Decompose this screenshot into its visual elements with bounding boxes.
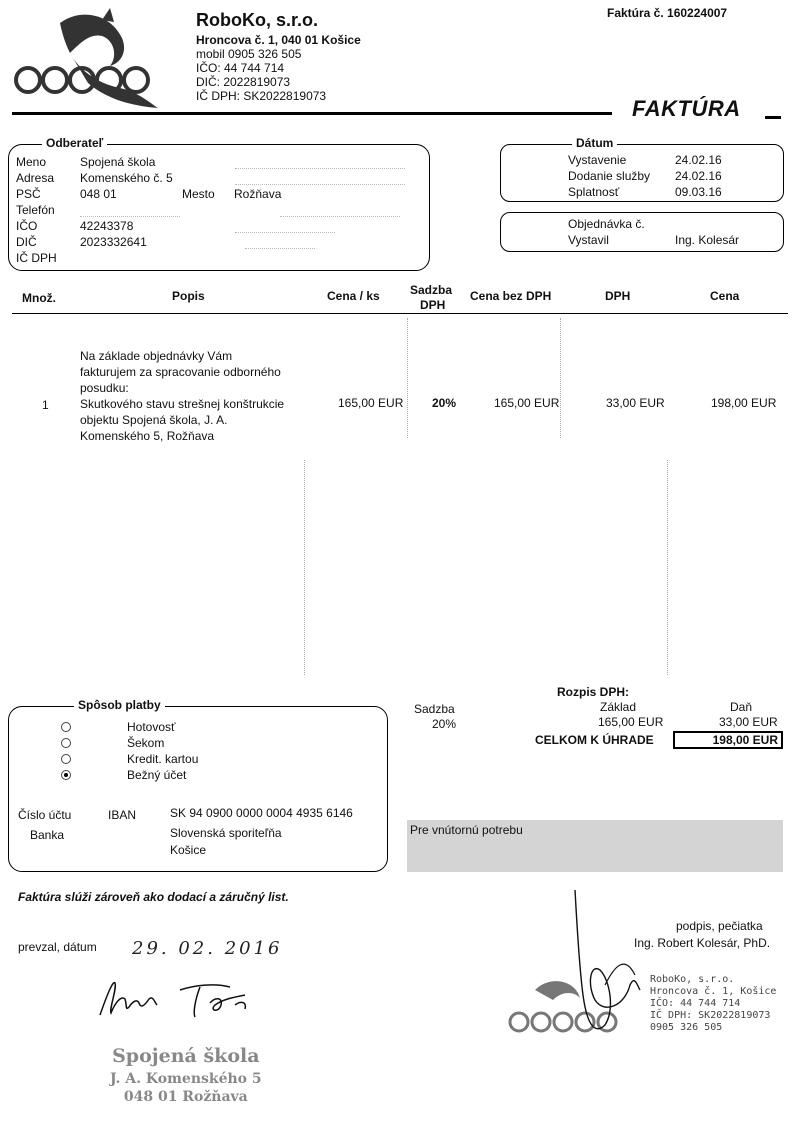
bank-name: Slovenská sporiteľňa	[170, 826, 282, 840]
customer-box	[8, 144, 430, 271]
company-name: RoboKo, s.r.o.	[196, 10, 319, 30]
column-separator	[667, 460, 668, 675]
invoice-note: Faktúra slúži zároveň ako dodací a záručný list.	[18, 890, 289, 904]
telefon-label: Telefón	[16, 203, 55, 217]
dotted-line	[235, 168, 405, 169]
desc-line: objektu Spojená škola, J. A.	[80, 413, 228, 427]
account-label: Číslo účtu	[18, 808, 72, 822]
column-separator	[560, 318, 561, 438]
received-date: 29. 02. 2016	[132, 938, 283, 959]
total-label: CELKOM K ÚHRADE	[535, 733, 654, 747]
payment-legend: Spôsob platby	[74, 698, 165, 712]
icdph-label: IČ DPH	[16, 251, 57, 265]
objednavka-label: Objednávka č.	[568, 217, 645, 231]
header-popis: Popis	[172, 289, 205, 303]
vystavil-name: Ing. Kolesár	[675, 233, 740, 247]
option-sekom: Šekom	[127, 736, 165, 750]
row-vat-rate: 20%	[432, 396, 457, 410]
internal-use-label: Pre vnútornú potrebu	[410, 823, 523, 837]
company-address: Hroncova č. 1, 040 01 Košice	[196, 33, 361, 47]
row-description	[80, 348, 320, 444]
vystavenie-label: Vystavenie	[568, 153, 627, 167]
bank-city: Košice	[170, 843, 207, 857]
table-header-rule	[12, 313, 788, 314]
header-sadzba: Sadzba	[410, 283, 453, 297]
ico-label: IČO	[16, 219, 38, 233]
company-phone: mobil 0905 326 505	[196, 47, 302, 61]
radio-karta[interactable]	[61, 754, 71, 764]
row-total: 198,00 EUR	[711, 396, 777, 410]
stamp-line: 048 01 Rožňava	[123, 1089, 248, 1105]
column-separator	[304, 460, 305, 675]
header-mnoz: Množ.	[22, 291, 56, 305]
header-cena: Cena	[710, 289, 740, 303]
dotted-line	[245, 248, 315, 249]
column-separator	[407, 318, 408, 438]
desc-line: posudku:	[80, 381, 129, 395]
splatnost-date: 09.03.16	[675, 185, 722, 199]
radio-sekom[interactable]	[61, 738, 71, 748]
header-bez-dph: Cena bez DPH	[470, 289, 552, 303]
customer-ico: 42243378	[80, 219, 134, 233]
stamp-line: IČO: 44 744 714	[650, 998, 741, 1009]
stamp-line: J. A. Komenského 5	[110, 1071, 262, 1087]
dotted-line	[280, 216, 400, 217]
internal-use-box	[407, 820, 783, 872]
customer-stamp	[110, 1045, 262, 1105]
company-ico: IČO: 44 744 714	[196, 61, 285, 75]
row-unit-price: 165,00 EUR	[338, 396, 404, 410]
vat-dan-value: 33,00 EUR	[719, 715, 778, 729]
option-karta: Kredit. kartou	[127, 752, 199, 766]
stamp-line: RoboKo, s.r.o.	[650, 974, 735, 985]
header-cena-ks: Cena / ks	[327, 289, 380, 303]
received-label: prevzal, dátum	[18, 940, 97, 954]
dodanie-label: Dodanie služby	[568, 169, 651, 183]
vat-sadzba-label: Sadzba	[414, 702, 455, 716]
vat-dan-label: Daň	[730, 700, 753, 714]
invoice-title: FAKTÚRA	[632, 96, 741, 121]
stamp-line: Hroncova č. 1, Košice	[650, 986, 777, 997]
dodanie-date: 24.02.16	[675, 169, 722, 183]
customer-city: Rožňava	[234, 187, 282, 201]
customer-address: Komenského č. 5	[80, 171, 173, 185]
stamp-line: Spojená škola	[112, 1045, 260, 1067]
vat-zaklad-label: Základ	[600, 700, 637, 714]
row-vat: 33,00 EUR	[606, 396, 665, 410]
mesto-label: Mesto	[182, 187, 215, 201]
vystavenie-date: 24.02.16	[675, 153, 722, 167]
signer-name: Ing. Robert Kolesár, PhD.	[634, 936, 771, 950]
iban-value: SK 94 0900 0000 0004 4935 6146	[170, 806, 353, 820]
customer-dic: 2023332641	[80, 235, 147, 249]
radio-bezny-ucet[interactable]	[61, 770, 71, 780]
vat-sadzba-value: 20%	[432, 717, 457, 731]
vat-zaklad-value: 165,00 EUR	[598, 715, 664, 729]
dotted-line	[235, 184, 405, 185]
desc-line: Na základe objednávky Vám	[80, 349, 233, 363]
customer-legend: Odberateľ	[42, 136, 107, 150]
dotted-line	[80, 216, 180, 217]
desc-line: Skutkového stavu strešnej konštrukcie	[80, 397, 285, 411]
option-hotovost: Hotovosť	[127, 720, 176, 734]
header-rule	[12, 112, 612, 115]
customer-name: Spojená škola	[80, 155, 156, 169]
header-sadzba-dph: DPH	[420, 298, 446, 312]
dic-label: DIČ	[16, 235, 37, 249]
total-amount: 198,00 EUR	[673, 731, 783, 749]
adresa-label: Adresa	[16, 171, 55, 185]
bank-label: Banka	[30, 828, 65, 842]
issuer-signature	[565, 885, 655, 1045]
signature-label: podpis, pečiatka	[676, 919, 763, 933]
stamp-line: 0905 326 505	[650, 1022, 723, 1033]
vystavil-label: Vystavil	[568, 233, 609, 247]
stamp-line: IČ DPH: SK2022819073	[650, 1010, 771, 1021]
company-logo	[10, 8, 160, 108]
invoice-number: Faktúra č. 160224007	[607, 6, 728, 20]
psc-label: PSČ	[16, 187, 41, 201]
desc-line: fakturujem za spracovanie odborného	[80, 365, 281, 379]
customer-signature	[95, 975, 275, 1025]
dates-legend: Dátum	[572, 136, 617, 150]
header-dph: DPH	[605, 289, 631, 303]
row-quantity: 1	[42, 398, 49, 412]
row-price-no-vat: 165,00 EUR	[494, 396, 560, 410]
radio-hotovost[interactable]	[61, 722, 71, 732]
dotted-line	[235, 232, 335, 233]
option-bezny-ucet: Bežný účet	[127, 768, 187, 782]
iban-label: IBAN	[108, 808, 137, 822]
customer-psc: 048 01	[80, 187, 117, 201]
company-dic: DIČ: 2022819073	[196, 75, 291, 89]
splatnost-label: Splatnosť	[568, 185, 620, 199]
vat-summary-title: Rozpis DPH:	[557, 685, 629, 699]
company-icdph: IČ DPH: SK2022819073	[196, 89, 327, 103]
meno-label: Meno	[16, 155, 47, 169]
desc-line: Komenského 5, Rožňava	[80, 429, 215, 443]
title-dash	[765, 116, 781, 119]
